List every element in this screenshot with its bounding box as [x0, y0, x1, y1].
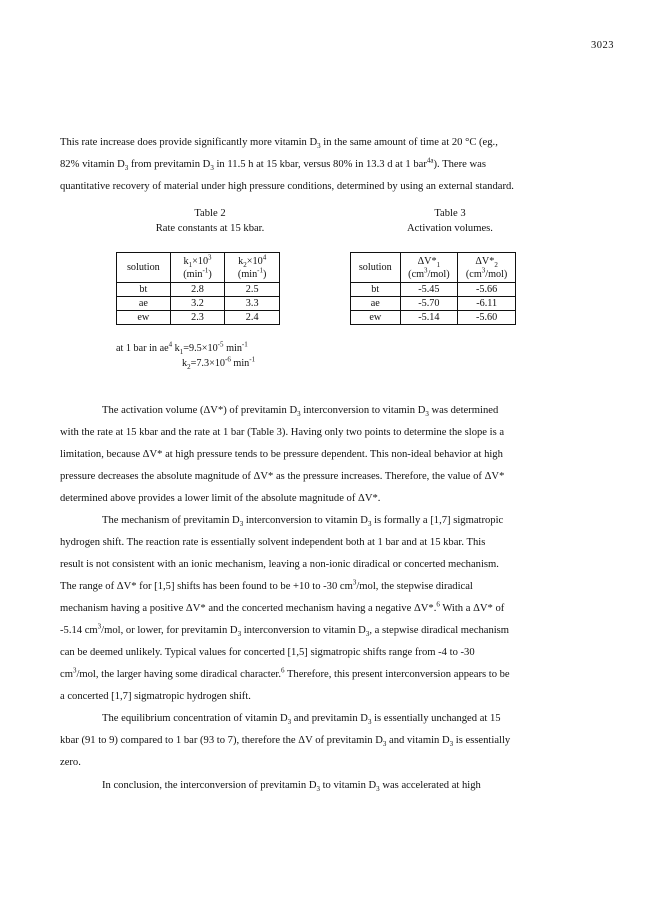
table2-header-solution: solution: [117, 253, 171, 283]
table2-title: Table 2: [194, 208, 226, 219]
table2-caption: [110, 206, 310, 236]
equilibrium-paragraph: The equilibrium concentration of vitamin $D_3$ and previtamin $D_3$ is essentially unchanged at 15 kbar (91 to 9) compared to 1 bar (93 to 7), therefore the ΔV of previtamin $D_3$ and vitamin $D_3$ is essentially zero.: [60, 713, 511, 768]
table-row: ew 2.3 2.4: [117, 311, 280, 325]
table3-subtitle: Activation volumes.: [407, 223, 493, 234]
table3-header-v1: $\Delta V*_1$ $(cm^3/mol)$: [400, 253, 458, 283]
table2: [116, 252, 280, 325]
table-row: ae -5.70 -6.11: [351, 297, 516, 311]
table2-header-k1: $k_1\times 10^3$ $(\min^{-1})$: [170, 253, 225, 283]
mechanism-paragraph: The mechanism of previtamin $D_3$ interconversion to vitamin $D_3$ is formally a [1,7] sigmatropic hydrogen shift. The reaction rate is essentially solvent independent both at 1 bar and at 15 kbar. This result is not consistent with an ionic mechanism, leaving a non-ionic diradical or concerted mechanism. The range of ΔV* for [1,5] shifts has been found to be +10 to -30 $cm^3$/mol, the stepwise diradical mechanism having a positive ΔV* and the concerted mechanism having a negative ΔV*.$^6$ With a ΔV* of -5.14 $cm^3$/mol, or lower, for previtamin $D_3$ interconversion to vitamin $D_3$, a stepwise diradical mechanism can be deemed unlikely. Typical values for concerted [1,5] sigmatropic shifts range from -4 to -30 $cm^3$/mol, the larger having some diradical character.$^6$ Therefore, this present interconversion appears to be a concerted [1,7] sigmatropic hydrogen shift.: [60, 515, 510, 702]
table-row: ew -5.14 -5.60: [351, 311, 516, 325]
table3-title: Table 3: [434, 208, 466, 219]
intro-paragraph: This rate increase does provide significantly more vitamin $D_3$ in the same amount of time at 20 °C (eg., 82% vitamin $D_3$ from previtamin $D_3$ in 11.5 h at 15 kbar, versus 80% in 13.3 d at 1 bar$^{4a}$). There was quantitative recovery of material under high pressure conditions, determined by using an external standard.: [60, 137, 514, 192]
conclusion-paragraph: In conclusion, the interconversion of previtamin $D_3$ to vitamin $D_3$ was accelerated at high: [102, 780, 481, 794]
table3: [350, 252, 516, 325]
table2-subtitle: Rate constants at 15 kbar.: [155, 223, 265, 234]
table2-note-2: $k_2=7.3\times 10^{-6}$ $\min^{-1}$: [182, 355, 256, 372]
page-number: 3023: [591, 40, 614, 51]
table3-caption: [350, 206, 550, 236]
table2-header-k2: $k_2\times 10^4$ $(\min^{-1})$: [225, 253, 280, 283]
table-row: bt 2.8 2.5: [117, 283, 280, 297]
table-row: bt -5.45 -5.66: [351, 283, 516, 297]
table-row: ae 3.2 3.3: [117, 297, 280, 311]
table3-header-solution: solution: [351, 253, 401, 283]
activation-paragraph: The activation volume (ΔV*) of previtamin $D_3$ interconversion to vitamin $D_3$ was determined with the rate at 15 kbar and the rate at 1 bar (Table 3). Having only two points to determine the slope is a limitation, because ΔV* at high pressure tends to be pressure dependent. This non-ideal behavior at high pressure decreases the absolute magnitude of ΔV* as the pressure increases. Therefore, the value of ΔV* determined above provides a lower limit of the absolute magnitude of ΔV*.: [60, 405, 505, 504]
table2-note-1: at 1 bar in $ae^4$ $k_1=9.5\times 10^{-5}$ $\min^{-1}$: [116, 340, 248, 357]
table3-header-v2: $\Delta V*_2$ $(cm^3/mol)$: [458, 253, 516, 283]
